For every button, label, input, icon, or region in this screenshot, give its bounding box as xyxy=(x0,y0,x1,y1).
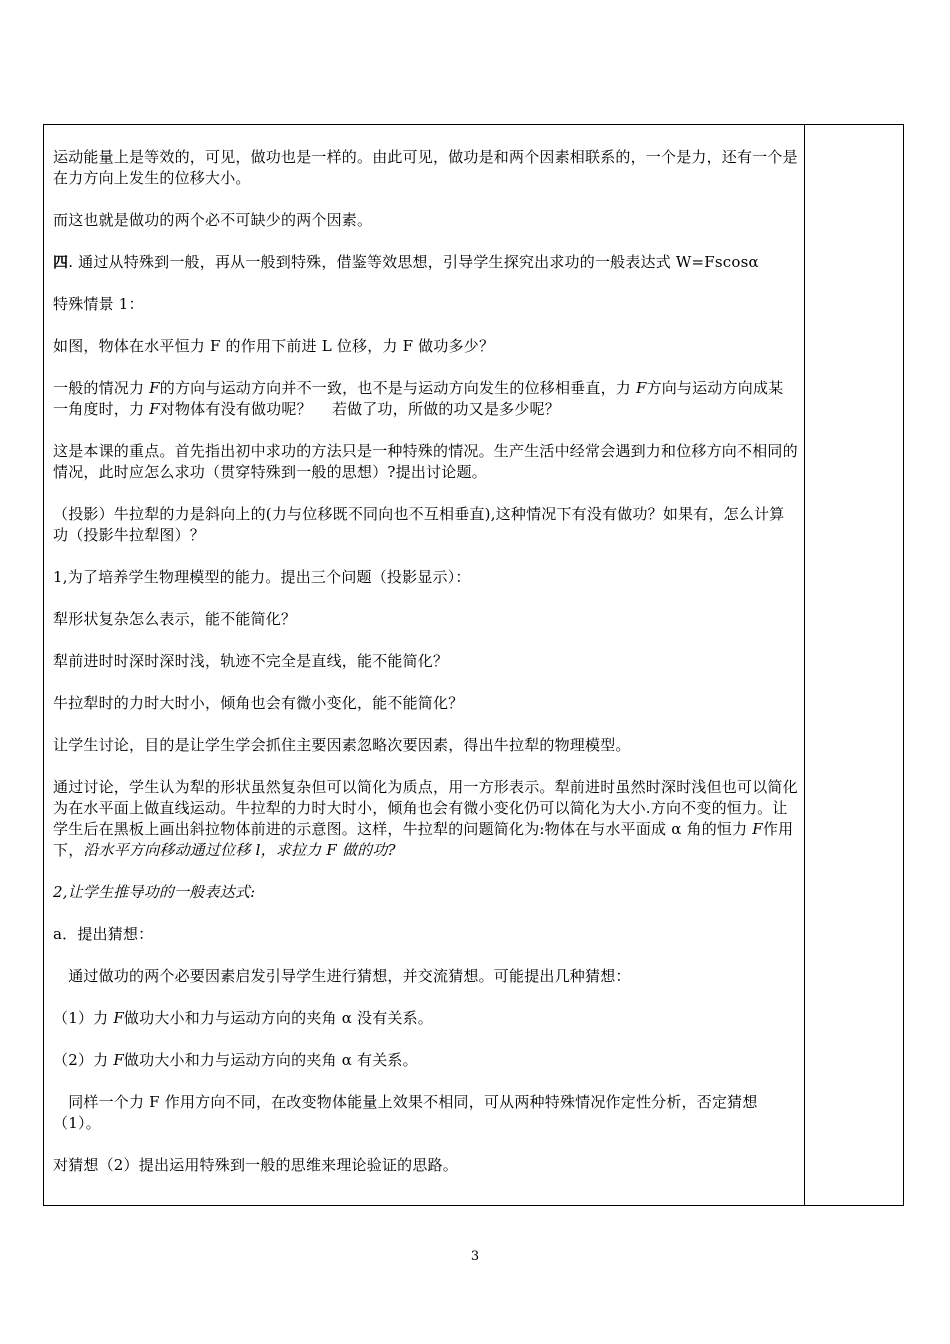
paragraph: 运动能量上是等效的，可见，做功也是一样的。由此可见，做功是和两个因素相联系的，一个是力，还有一个是在力方向上发生的位移大小。 xyxy=(53,148,798,187)
main-cell xyxy=(53,147,798,1176)
paragraph: （1）力 F做功大小和力与运动方向的夹角 α 没有关系。 xyxy=(53,1009,433,1027)
page-number: 3 xyxy=(470,1249,480,1264)
section-heading: 四. 通过从特殊到一般，再从一般到特殊，借鉴等效思想，引导学生探究出求功的一般表达式 W=Fscosα xyxy=(53,253,759,271)
paragraph: 让学生讨论，目的是让学生学会抓住主要因素忽略次要因素，得出牛拉犁的物理模型。 xyxy=(53,736,631,754)
paragraph: 同样一个力 F 作用方向不同，在改变物体能量上效果不相同，可从两种特殊情况作定性分析，否定猜想（1）。 xyxy=(53,1093,758,1132)
paragraph: 犁前进时时深时深时浅，轨迹不完全是直线，能不能简化？ xyxy=(53,652,449,670)
paragraph: a．提出猜想： xyxy=(53,925,154,943)
content-table xyxy=(43,124,904,1206)
paragraph: 这是本课的重点。首先指出初中求功的方法只是一种特殊的情况。生产生活中经常会遇到力和位移方向不相同的情况，此时应怎么求功（贯穿特殊到一般的思想）?提出讨论题。 xyxy=(53,442,798,481)
paragraph: 对猜想（2）提出运用特殊到一般的思维来理论验证的思路。 xyxy=(53,1156,458,1174)
paragraph: 2,让学生推导功的一般表达式: xyxy=(53,883,256,901)
column-divider xyxy=(804,125,805,1205)
paragraph: （2）力 F做功大小和力与运动方向的夹角 α 有关系。 xyxy=(53,1051,418,1069)
section-number: 四 xyxy=(53,253,69,271)
paragraph: 牛拉犁时的力时大时小，倾角也会有微小变化，能不能简化？ xyxy=(53,694,464,712)
paragraph: 通过讨论，学生认为犁的形状虽然复杂但可以简化为质点，用一方形表示。犁前进时虽然时深时浅但也可以简化为在水平面上做直线运动。牛拉犁的力时大时小，倾角也会有微小变化仍可以简化为大小.方向不变的恒力。让学生后在黑板上画出斜拉物体前进的示意图。这样，牛拉犁的问题简化为:物体在与水平面成 α 角的恒力 F作用下，沿水平方向移动通过位移 l，求拉力 F 做的功? xyxy=(53,778,798,859)
paragraph: 犁形状复杂怎么表示，能不能简化？ xyxy=(53,610,297,628)
paragraph: （投影）牛拉犁的力是斜向上的(力与位移既不同向也不互相垂直),这种情况下有没有做功？如果有，怎么计算功（投影牛拉犁图）？ xyxy=(53,505,785,544)
paragraph: 通过做功的两个必要因素启发引导学生进行猜想，并交流猜想。可能提出几种猜想： xyxy=(53,967,631,985)
paragraph: 一般的情况力 F的方向与运动方向并不一致，也不是与运动方向发生的位移相垂直，力 F方向与运动方向成某一角度时，力 F对物体有没有做功呢？ 若做了功，所做的功又是多少呢？ xyxy=(53,379,784,418)
paragraph: 而这也就是做功的两个必不可缺少的两个因素。 xyxy=(53,211,373,229)
paragraph: 如图，物体在水平恒力 F 的作用下前进 L 位移，力 F 做功多少？ xyxy=(53,337,495,355)
paragraph: 1,为了培养学生物理模型的能力。提出三个问题（投影显示）： xyxy=(53,568,471,586)
paragraph: 特殊情景 1： xyxy=(53,295,144,313)
